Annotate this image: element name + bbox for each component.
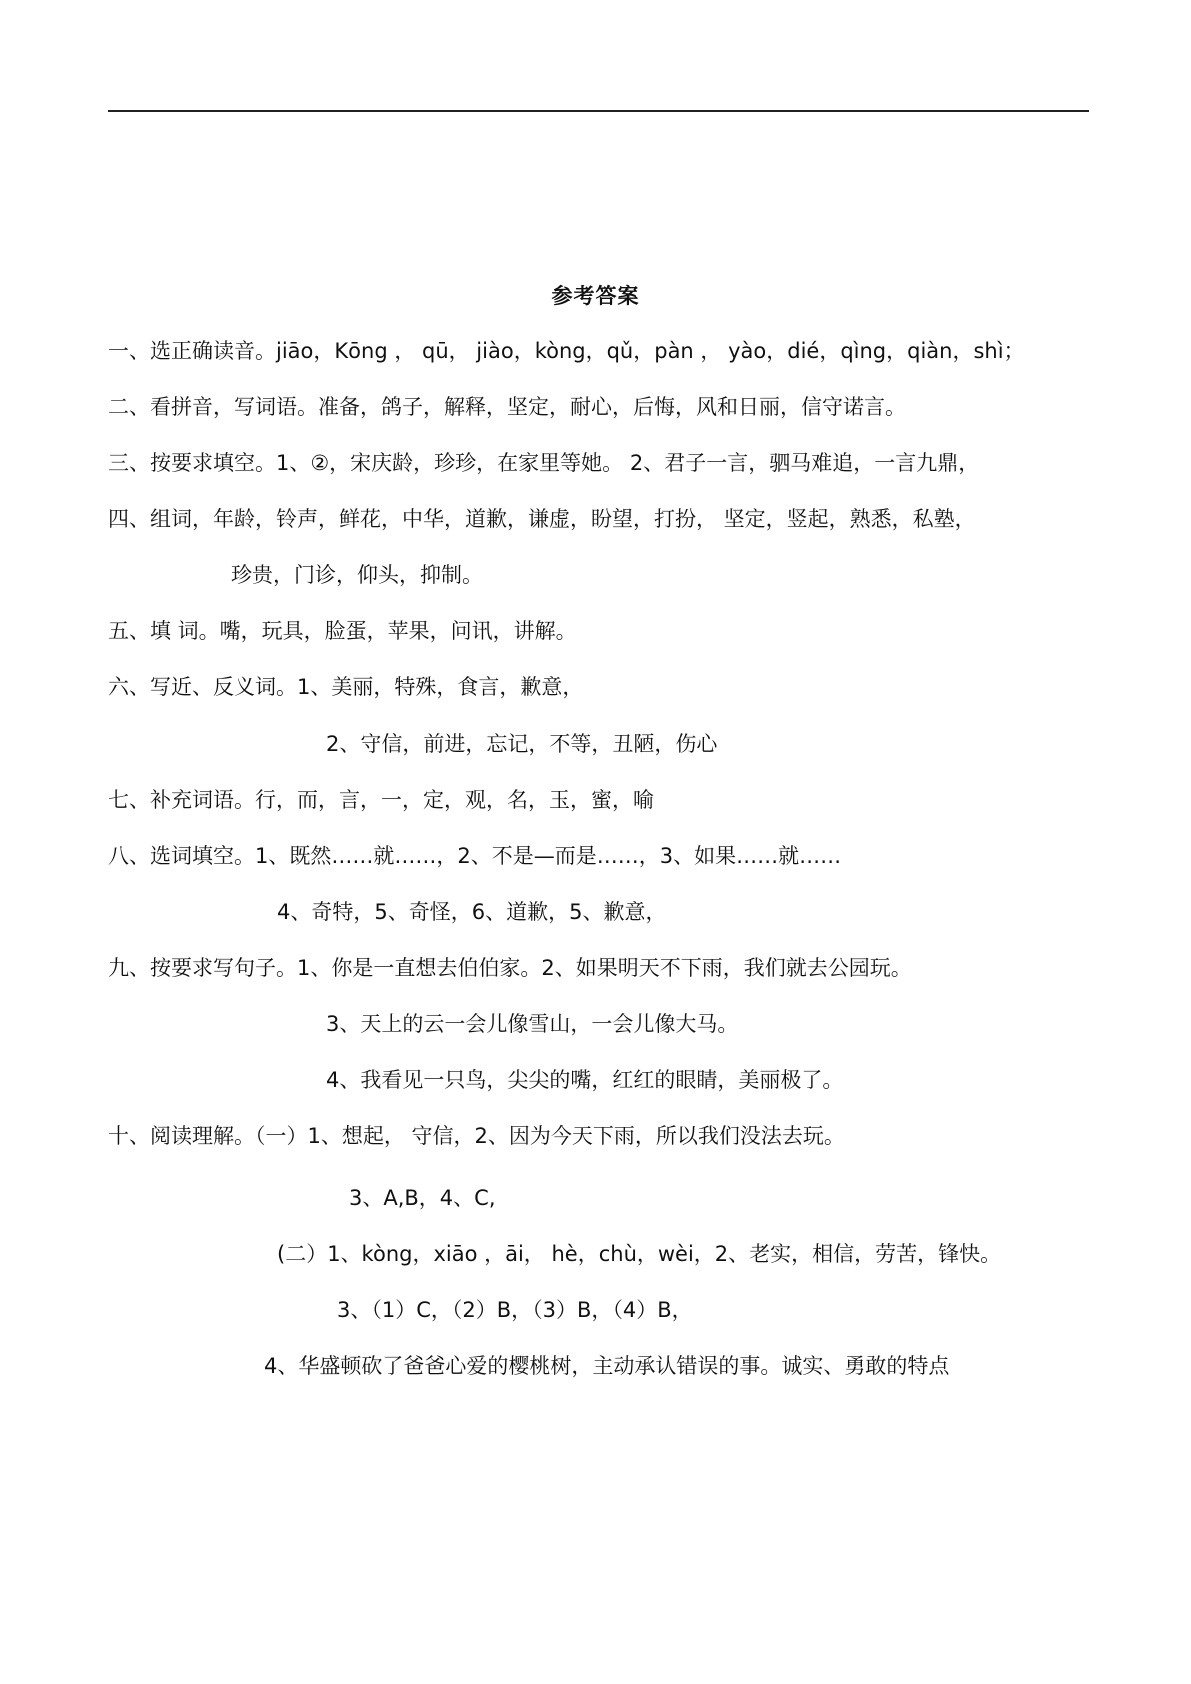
answer-line-5: 珍贵，门诊，仰头，抑制。 [231,563,483,587]
answer-line-15: 十、阅读理解。（一）1、想起， 守信，2、因为今天下雨，所以我们没法去玩。 [108,1124,845,1148]
answer-line-17: (二）1、kòng，xiāo ，āi， hè，chù，wèi，2、老实，相信，劳苦，锋快。 [277,1242,1002,1266]
answer-line-8: 2、守信，前进，忘记，不等，丑陋，伤心 [326,732,718,756]
answer-line-6: 五、填 词。嘴，玩具，脸蛋，苹果，问讯，讲解。 [108,619,577,643]
answer-line-2: 二、看拼音，写词语。准备，鸽子，解释，坚定，耐心，后悔，风和日丽，信守诺言。 [108,395,906,419]
answer-line-3: 三、按要求填空。1、②，宋庆龄，珍珍，在家里等她。 2、君子一言，驷马难追，一言九鼎， [108,451,980,475]
answer-line-16: 3、A,B，4、C, [349,1186,496,1210]
answer-line-19: 4、华盛顿砍了爸爸心爱的樱桃树，主动承认错误的事。诚实、勇敢的特点 [264,1354,950,1378]
page-title: 参考答案 [551,284,640,308]
answer-line-7: 六、写近、反义词。1、美丽，特殊，食言，歉意， [108,675,584,699]
answer-line-9: 七、补充词语。行，而，言，一，定，观，名，玉，蜜，喻 [108,788,654,812]
answer-line-10: 八、选词填空。1、既然……就……，2、不是—而是……，3、如果……就…… [108,844,842,868]
answer-line-4: 四、组词，年龄，铃声，鲜花，中华，道歉，谦虚，盼望，打扮， 坚定，竖起，熟悉，私塾， [108,507,976,531]
header-rule [108,110,1089,112]
answer-line-14: 4、我看见一只鸟，尖尖的嘴，红红的眼睛，美丽极了。 [326,1068,844,1092]
answer-line-18: 3、（1）C，（2）B，（3）B，（4）B， [337,1298,693,1322]
answer-line-11: 4、奇特，5、奇怪，6、道歉，5、歉意， [277,900,667,924]
answer-line-13: 3、天上的云一会儿像雪山，一会儿像大马。 [326,1012,739,1036]
answer-line-12: 九、按要求写句子。1、你是一直想去伯伯家。2、如果明天不下雨，我们就去公园玩。 [108,956,912,980]
answer-line-1: 一、选正确读音。jiāo，Kōng ， qū， jiào，kòng，qǔ，pàn ， yào，dié，qìng，qiàn，shì； [108,339,1025,363]
